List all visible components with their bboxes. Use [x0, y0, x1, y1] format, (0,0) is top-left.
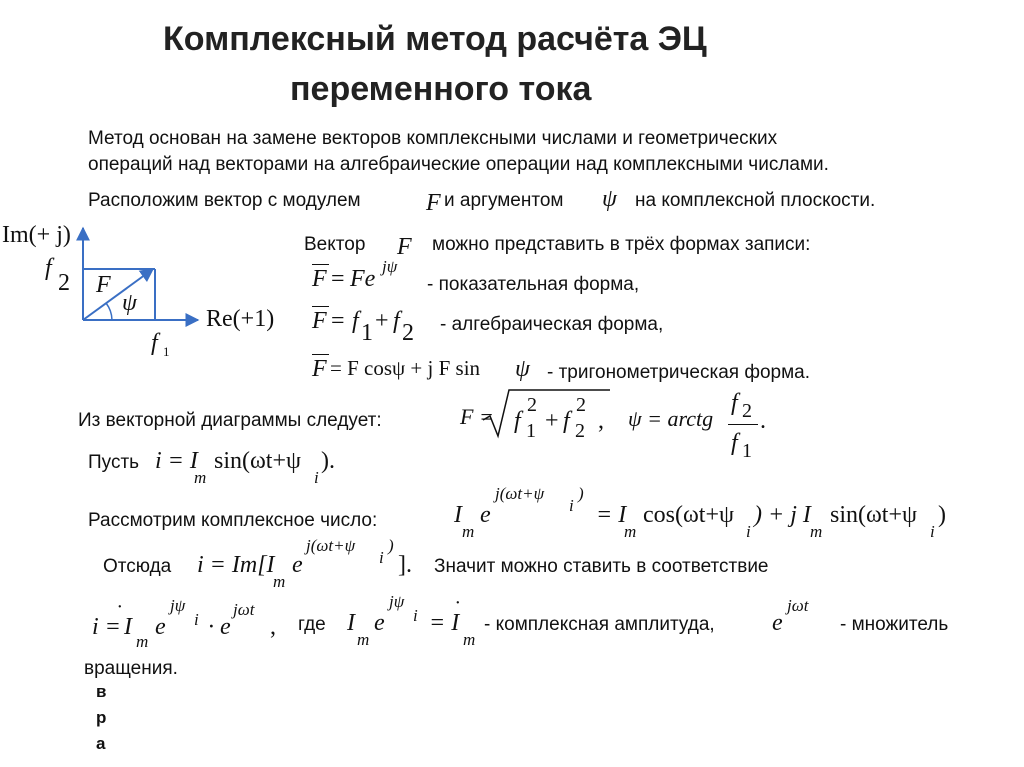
- alg-plus: +: [375, 308, 389, 334]
- intro-line3-b: и аргументом: [444, 190, 564, 211]
- vertical-letter-1: в: [96, 682, 107, 701]
- consider-e: e: [480, 502, 491, 528]
- alg-f2: f: [393, 308, 400, 334]
- trig-lhs: F: [312, 356, 327, 382]
- diagram-result-label: Из векторной диаграммы следует:: [78, 410, 382, 431]
- hence-e: e: [292, 552, 303, 578]
- final-sup-i: i: [194, 610, 199, 629]
- forms-intro-b: можно представить в трёх формах записи:: [432, 234, 811, 255]
- consider-sup-close: ): [578, 484, 584, 503]
- hence-sup-close: ): [388, 536, 394, 555]
- intro-psi-symbol: ψ: [602, 186, 617, 212]
- psi-arctg-eq: ψ = arctg: [628, 406, 714, 431]
- frac-den-sub: 1: [742, 440, 752, 462]
- final-I2: I: [347, 610, 355, 636]
- rad-comma: ,: [598, 408, 604, 434]
- hence-label: Отсюда: [103, 556, 172, 577]
- frac-num-sub: 2: [742, 400, 752, 422]
- consider-close: ): [938, 502, 946, 528]
- hence-m-sub: m: [273, 572, 286, 591]
- fraction-bar: [728, 424, 758, 425]
- final-dot-e: · e: [208, 614, 231, 640]
- forms-intro-a: Вектор: [304, 234, 366, 255]
- final-sup3-i: i: [413, 606, 418, 625]
- final-i-eq: i =: [92, 614, 121, 640]
- final-sup4: jωt: [787, 596, 809, 615]
- hence-sup: j(ωt+ψ: [306, 536, 356, 555]
- f2-sub: 2: [58, 270, 70, 296]
- f1-label: f: [151, 330, 158, 356]
- trig-psi: ψ: [515, 356, 530, 382]
- consider-m-sub3: m: [810, 522, 823, 541]
- page-title-line2: переменного тока: [290, 70, 592, 108]
- frac-num-f: f: [731, 390, 738, 416]
- final-label-amp: - комплексная амплитуда,: [484, 614, 715, 635]
- final-sup3: jψ: [389, 592, 405, 611]
- consider-label: Рассмотрим комплексное число:: [88, 510, 378, 531]
- final-sup: jψ: [170, 596, 186, 615]
- frac-dot: .: [760, 408, 766, 434]
- alg-eq: =: [331, 308, 345, 334]
- hence-text: Значит можно ставить в соответствие: [434, 556, 769, 577]
- frac-den-f: f: [731, 430, 738, 456]
- rad-f1: f: [514, 408, 521, 434]
- f2-label: f: [45, 255, 52, 281]
- final-I: I: [124, 614, 132, 640]
- final-m-sub3: m: [463, 630, 476, 649]
- f1-sub: 1: [163, 344, 170, 359]
- rad-sub1: 1: [526, 420, 536, 442]
- let-i-eq: i = I: [155, 448, 198, 474]
- final-comma: ,: [270, 614, 276, 640]
- im-axis-label: Im(+ j): [2, 222, 71, 248]
- intro-line2: операций над векторами на алгебраические операции над комплексными числами.: [88, 154, 829, 175]
- final-e2: e: [374, 610, 385, 636]
- rad-sub2: 2: [575, 420, 585, 442]
- vertical-letter-2: р: [96, 708, 107, 727]
- rad-sup1: 2: [527, 394, 537, 416]
- alg-f1: f: [352, 308, 359, 334]
- final-sup2: jωt: [233, 600, 255, 619]
- exp-lhs: F: [312, 266, 327, 292]
- final-label-mult: - множитель: [840, 614, 949, 635]
- exp-eq: =: [331, 266, 345, 292]
- hence-expr: i = Im[I: [197, 552, 275, 578]
- let-label: Пусть: [88, 452, 140, 473]
- let-m-sub: m: [194, 468, 207, 487]
- alg-sub2: 2: [402, 320, 414, 346]
- trig-rhs: = F cosψ + j F sin: [330, 356, 481, 380]
- consider-cos: cos(ωt+ψ: [643, 502, 735, 528]
- final-m-sub2: m: [357, 630, 370, 649]
- intro-line3-c: на комплексной плоскости.: [635, 190, 876, 211]
- rad-plus: +: [545, 408, 559, 434]
- consider-mid: ) + j I: [754, 502, 811, 528]
- forms-intro-F: F: [397, 234, 412, 260]
- final-e: e: [155, 614, 166, 640]
- consider-I: I: [454, 502, 462, 528]
- let-close: ).: [321, 448, 335, 474]
- consider-i-sub1: i: [746, 522, 751, 541]
- final-label-rot: вращения.: [84, 658, 178, 679]
- hence-sup-i: i: [379, 548, 384, 567]
- final-I-dot: ·: [117, 596, 122, 618]
- exp-label: - показательная форма,: [427, 274, 640, 295]
- re-axis-label: Re(+1): [206, 306, 275, 332]
- hence-close: ].: [398, 552, 412, 578]
- consider-sin: sin(ωt+ψ: [830, 502, 918, 528]
- alg-lhs: F: [312, 308, 327, 334]
- intro-line1: Метод основан на замене векторов комплексными числами и геометрических: [88, 128, 778, 149]
- consider-eq-I: = I: [596, 502, 627, 528]
- alg-sub1: 1: [361, 320, 373, 346]
- final-I-dot2: ·: [455, 592, 460, 614]
- F-magnitude-eq: F =: [460, 404, 494, 429]
- consider-sup-i: i: [569, 496, 574, 515]
- trig-label: - тригонометрическая форма.: [547, 362, 811, 383]
- consider-sup: j(ωt+ψ: [495, 484, 545, 503]
- vertical-letter-3: а: [96, 734, 106, 753]
- intro-F-symbol: F: [426, 190, 441, 216]
- final-m-sub: m: [136, 632, 149, 651]
- consider-i-sub2: i: [930, 522, 935, 541]
- exp-rhs: Fe: [350, 266, 376, 292]
- final-e3: e: [772, 610, 783, 636]
- consider-m-sub: m: [462, 522, 475, 541]
- exp-sup: jψ: [382, 257, 398, 276]
- F-vector-label: F: [96, 272, 111, 298]
- final-eq-I: = I: [429, 610, 460, 636]
- psi-angle-label: ψ: [122, 290, 137, 316]
- final-where: где: [298, 614, 326, 635]
- page-title-line1: Комплексный метод расчёта ЭЦ: [163, 20, 707, 58]
- consider-m-sub2: m: [624, 522, 637, 541]
- let-sin: sin(ωt+ψ: [214, 448, 302, 474]
- alg-label: - алгебраическая форма,: [440, 314, 664, 335]
- rad-f2: f: [563, 408, 570, 434]
- let-i-sub: i: [314, 468, 319, 487]
- rad-sup2: 2: [576, 394, 586, 416]
- intro-line3-a: Расположим вектор с модулем: [88, 190, 361, 211]
